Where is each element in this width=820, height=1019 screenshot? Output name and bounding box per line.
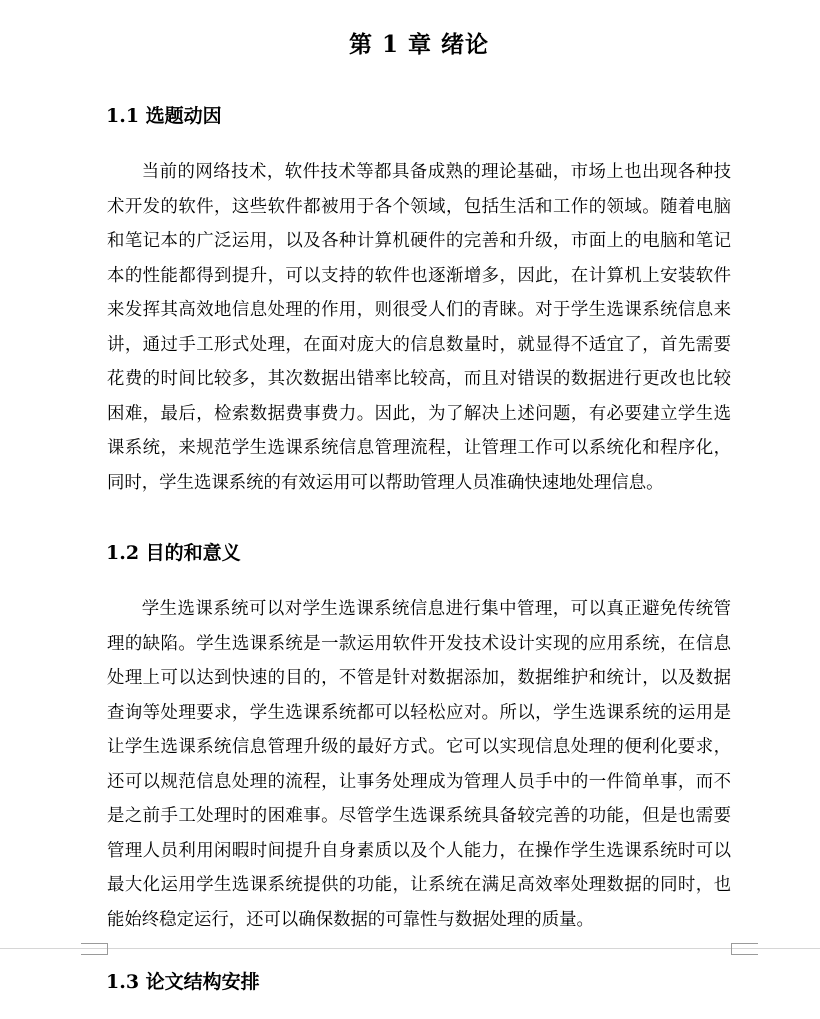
section-heading-1-1: 1.1 选题动因	[106, 105, 222, 127]
page-corner-mark-right	[731, 943, 758, 955]
page-corner-mark-left	[81, 943, 108, 955]
section-1-1-paragraph: 当前的网络技术，软件技术等都具备成熟的理论基础，市场上也出现各种技术开发的软件，这些软件都被用于各个领域，包括生活和工作的领域。随着电脑和笔记本的广泛运用，以及各种计算机硬件的完善和升级，市面上的电脑和笔记本的性能都得到提升，可以支持的软件也逐渐增多，因此，在计算机上安装软件来发挥其高效地信息处理的作用，则很受人们的青睐。对于学生选课系统信息来讲，通过手工形式处理，在面对庞大的信息数量时，就显得不适宜了，首先需要花费的时间比较多，其次数据出错率比较高，而且对错误的数据进行更改也比较困难，最后，检索数据费事费力。因此，为了解决上述问题，有必要建立学生选课系统，来规范学生选课系统信息管理流程，让管理工作可以系统化和程序化，同时，学生选课系统的有效运用可以帮助管理人员准确快速地处理信息。	[107, 162, 731, 493]
section-1-2-paragraph: 学生选课系统可以对学生选课系统信息进行集中管理，可以真正避免传统管理的缺陷。学生选课系统是一款运用软件开发技术设计实现的应用系统，在信息处理上可以达到快速的目的，不管是针对数据添加，数据维护和统计，以及数据查询等处理要求，学生选课系统都可以轻松应对。所以，学生选课系统的运用是让学生选课系统信息管理升级的最好方式。它可以实现信息处理的便利化要求，还可以规范信息处理的流程，让事务处理成为管理人员手中的一件简单事，而不是之前手工处理时的困难事。尽管学生选课系统具备较完善的功能，但是也需要管理人员利用闲暇时间提升自身素质以及个人能力，在操作学生选课系统时可以最大化运用学生选课系统提供的功能，让系统在满足高效率处理数据的同时，也能始终稳定运行，还可以确保数据的可靠性与数据处理的质量。	[107, 599, 731, 930]
page-break-divider	[0, 948, 820, 949]
section-heading-1-3: 1.3 论文结构安排	[106, 971, 260, 993]
chapter-title: 第 1 章 绪论	[348, 31, 490, 58]
section-heading-1-2: 1.2 目的和意义	[106, 542, 241, 564]
